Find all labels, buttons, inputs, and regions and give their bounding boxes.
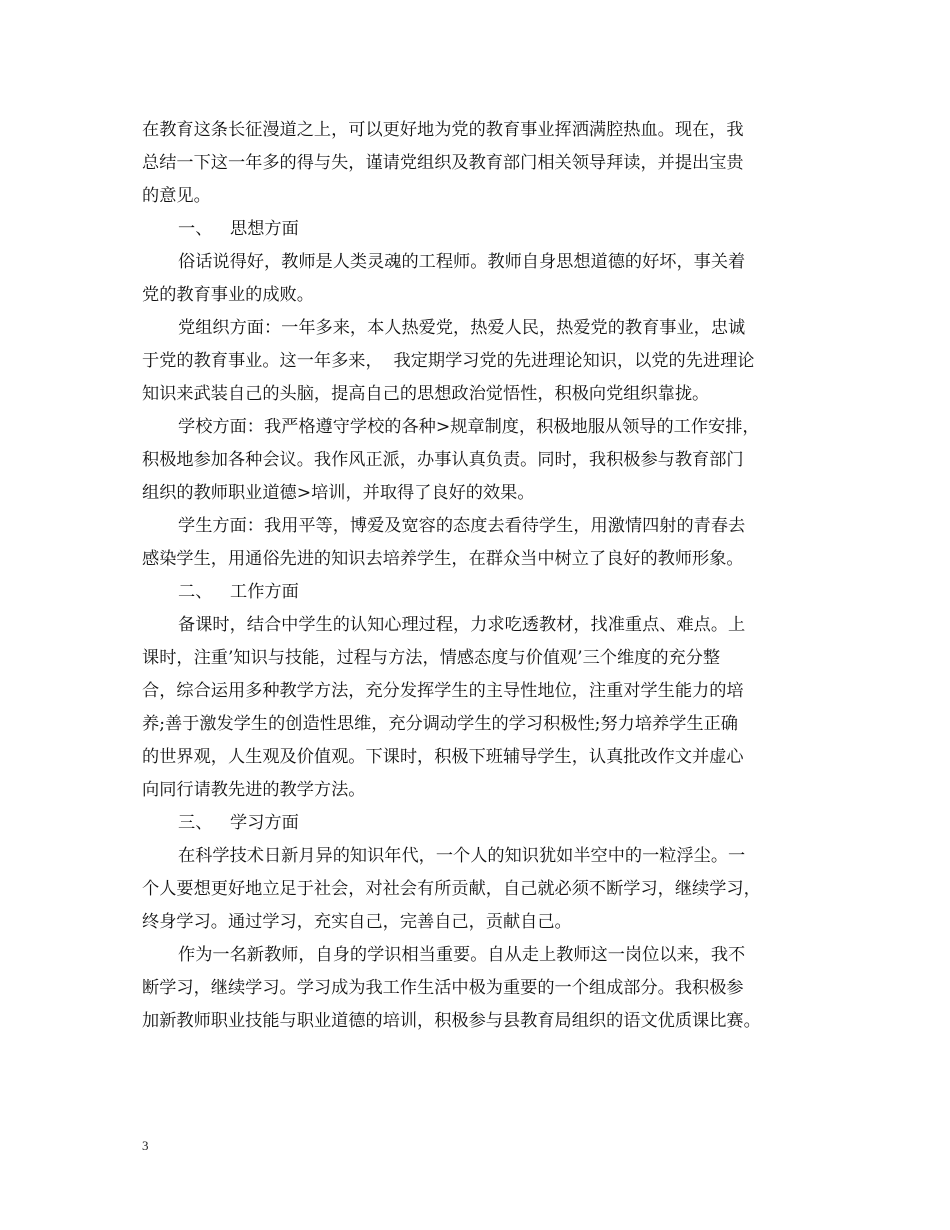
section-heading-number: 二、 <box>178 582 213 602</box>
section-heading-2 <box>142 576 810 609</box>
section-heading-number: 一、 <box>178 219 213 239</box>
page-number: 3 <box>142 1138 149 1153</box>
body-line: 个人要想更好地立足于社会，对社会有所贡献，自己就必须不断学习，继续学习， <box>142 879 761 899</box>
document-body <box>142 114 810 1038</box>
paragraph-first-line: 学校方面：我严格遵守学校的各种>规章制度，积极地服从领导的工作安排， <box>178 417 760 437</box>
section-heading-number: 三、 <box>178 813 213 833</box>
section-heading-3 <box>142 807 810 840</box>
body-line: 向同行请教先进的教学方法。 <box>142 780 366 800</box>
section-heading-title: 工作方面 <box>230 582 299 602</box>
body-line: 在教育这条长征漫道之上，可以更好地为党的教育事业挥洒满腔热血。现在，我 <box>142 120 744 140</box>
body-line: 课时，注重’知识与技能，过程与方法，情感态度与价值观’三个维度的充分整 <box>142 648 721 668</box>
paragraph-first-line: 在科学技术日新月异的知识年代，一个人的知识犹如半空中的一粒浮尘。一 <box>178 846 746 866</box>
body-line: 的意见。 <box>142 186 211 206</box>
paragraph-first-line: 党组织方面：一年多来，本人热爱党，热爱人民，热爱党的教育事业，忠诚 <box>178 318 746 338</box>
body-line: 终身学习。通过学习，充实自己，完善自己，贡献自己。 <box>142 912 572 932</box>
paragraph-first-line: 作为一名新教师，自身的学识相当重要。自从走上教师这一岗位以来，我不 <box>178 945 746 965</box>
paragraph-first-line: 俗话说得好，教师是人类灵魂的工程师。教师自身思想道德的好坏，事关着 <box>178 252 746 272</box>
body-line: 合，综合运用多种教学方法，充分发挥学生的主导性地位，注重对学生能力的培 <box>142 681 744 701</box>
paragraph-first-line: 学生方面：我用平等，博爱及宽容的态度去看待学生，用激情四射的青春去 <box>178 516 746 536</box>
body-line: 加新教师职业技能与职业道德的培训，积极参与县教育局组织的语文优质课比赛。 <box>142 1011 761 1031</box>
body-line: 养;善于激发学生的创造性思维，充分调动学生的学习积极性;努力培养学生正确 <box>142 714 738 734</box>
section-heading-title: 思想方面 <box>230 219 299 239</box>
section-heading-1 <box>142 213 810 246</box>
body-line: 总结一下这一年多的得与失，谨请党组织及教育部门相关领导拜读，并提出宝贵 <box>142 153 744 173</box>
body-line: 知识来武装自己的头脑，提高自己的思想政治觉悟性，积极向党组织靠拢。 <box>142 384 710 404</box>
body-line: 积极地参加各种会议。我作风正派，办事认真负责。同时，我积极参与教育部门 <box>142 450 744 470</box>
paragraph-first-line: 备课时，结合中学生的认知心理过程，力求吃透教材，找准重点、难点。上 <box>178 615 746 635</box>
body-line: 于党的教育事业。这一年多来， 我定期学习党的先进理论知识，以党的先进理论 <box>142 351 755 371</box>
section-heading-title: 学习方面 <box>230 813 299 833</box>
body-line: 断学习，继续学习。学习成为我工作生活中极为重要的一个组成部分。我积极参 <box>142 978 744 998</box>
body-line: 感染学生，用通俗先进的知识去培养学生，在群众当中树立了良好的教师形象。 <box>142 549 744 569</box>
body-line: 的世界观，人生观及价值观。下课时，积极下班辅导学生，认真批改作文并虚心 <box>142 747 744 767</box>
body-line: 组织的教师职业道德>培训，并取得了良好的效果。 <box>142 483 535 503</box>
body-line: 党的教育事业的成败。 <box>142 285 314 305</box>
